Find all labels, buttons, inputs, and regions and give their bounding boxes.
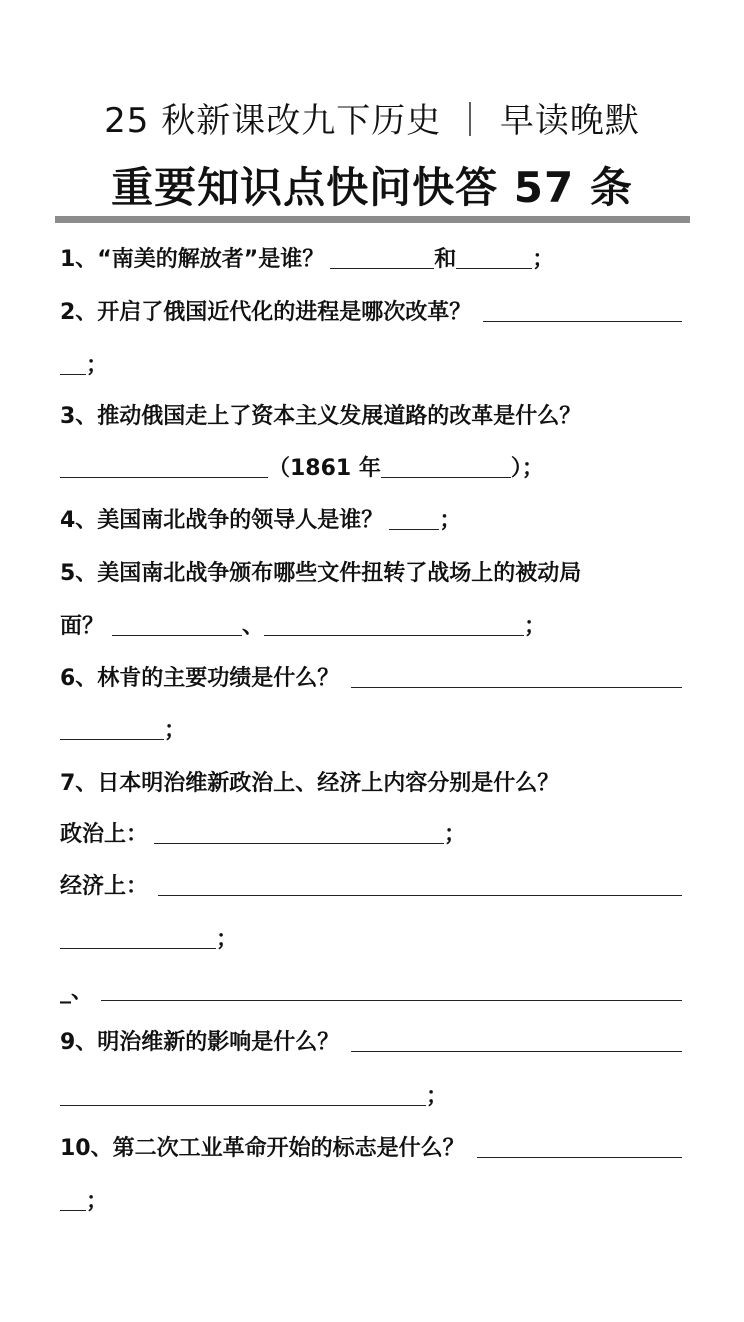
question-4-text: 4、美国南北战争的领导人是谁？	[60, 508, 384, 533]
question-5-text: 5、美国南北战争颁布哪些文件扭转了战场上的被动局	[60, 561, 582, 586]
answer-blank-1b[interactable]	[456, 268, 532, 269]
question-6-end: ；	[164, 718, 187, 743]
answer-blank-10a[interactable]	[477, 1157, 682, 1158]
answer-blank-7a[interactable]	[154, 843, 444, 844]
worksheet-subtitle: 25 秋新课改九下历史 ｜ 早读晚默	[104, 101, 640, 141]
question-6-cont	[60, 713, 682, 749]
question-2-cont	[60, 348, 682, 384]
answer-blank-8[interactable]	[101, 1000, 682, 1001]
question-6-text: 6、林肯的主要功绩是什么？	[60, 666, 340, 691]
question-9	[60, 1025, 682, 1061]
question-4-end: ；	[439, 508, 462, 533]
question-7-economy-end: ；	[216, 927, 239, 952]
answer-blank-2a[interactable]	[483, 321, 682, 322]
question-2-end: ；	[86, 353, 109, 378]
answer-blank-5b[interactable]	[264, 635, 524, 636]
question-2-text: 2、开启了俄国近代化的进程是哪次改革？	[60, 300, 472, 325]
question-7-politics-end: ；	[444, 822, 467, 847]
answer-blank-3a[interactable]	[60, 477, 268, 478]
question-6	[60, 661, 682, 697]
question-7-economy-label: 经济上：	[60, 874, 149, 899]
question-2	[60, 295, 682, 331]
question-3-paren: （1861 年	[268, 456, 381, 481]
question-10-end: ；	[86, 1189, 109, 1214]
answer-blank-2b[interactable]	[60, 374, 86, 375]
question-3-end: ）；	[510, 456, 544, 481]
answer-blank-10b[interactable]	[60, 1210, 86, 1211]
question-5-end: ；	[524, 614, 547, 639]
question-7-text: 7、日本明治维新政治上、经济上内容分别是什么？	[60, 771, 560, 796]
question-10	[60, 1131, 682, 1167]
answer-blank-9b[interactable]	[60, 1105, 426, 1106]
question-8-lead: _、	[60, 979, 94, 1004]
question-7	[60, 766, 682, 802]
question-5-sep: 、	[242, 614, 265, 639]
question-7-politics	[60, 817, 682, 853]
question-1-text: 1、“南美的解放者”是谁？	[60, 247, 325, 272]
worksheet-title: 重要知识点快问快答 57 条	[111, 163, 633, 212]
answer-blank-7b[interactable]	[158, 895, 682, 896]
question-1-end: ；	[532, 247, 555, 272]
question-5-text2: 面？	[60, 614, 105, 639]
answer-blank-7c[interactable]	[60, 948, 216, 949]
answer-blank-3b[interactable]	[381, 477, 511, 478]
title-divider	[55, 216, 690, 223]
answer-blank-4[interactable]	[389, 529, 439, 530]
question-8-partial	[60, 974, 682, 1010]
question-9-text: 9、明治维新的影响是什么？	[60, 1030, 340, 1055]
question-7-cont	[60, 922, 682, 958]
answer-blank-1a[interactable]	[330, 268, 434, 269]
question-3	[60, 399, 682, 435]
question-10-cont	[60, 1184, 682, 1220]
question-10-text: 10、第二次工业革命开始的标志是什么？	[60, 1136, 465, 1161]
question-1	[60, 242, 682, 278]
question-3-cont	[60, 451, 682, 487]
answer-blank-6a[interactable]	[351, 687, 682, 688]
question-4	[60, 503, 682, 539]
question-3-text: 3、推动俄国走上了资本主义发展道路的改革是什么？	[60, 404, 582, 429]
question-5-cont	[60, 609, 682, 645]
question-7-economy	[60, 869, 682, 905]
question-9-cont	[60, 1079, 682, 1115]
answer-blank-5a[interactable]	[112, 635, 242, 636]
answer-blank-9a[interactable]	[351, 1051, 682, 1052]
answer-blank-6b[interactable]	[60, 739, 164, 740]
question-1-join: 和	[434, 247, 457, 272]
question-7-politics-label: 政治上：	[60, 822, 149, 847]
question-9-end: ；	[426, 1084, 449, 1109]
question-5	[60, 556, 682, 592]
